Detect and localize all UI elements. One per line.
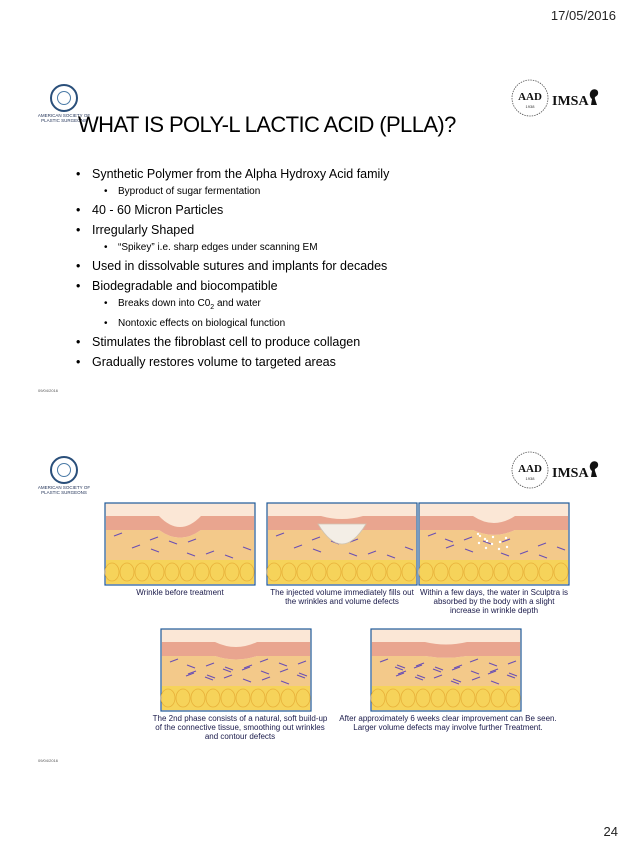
plla-particle	[492, 536, 494, 538]
asps-logo-text: AMERICAN SOCIETY OF PLASTIC SURGEONS	[37, 113, 91, 123]
panel-second-phase	[152, 628, 328, 741]
asps-logo	[36, 456, 92, 495]
slide-footer-date: 09/04/2016	[38, 388, 59, 393]
asps-ring-icon	[50, 84, 78, 112]
sub-bullet-item: • “Spikey” i.e. sharp edges under scanning EM	[104, 241, 546, 254]
panel-caption: The 2nd phase consists of a natural, soft build-up of the connective tissue, smoothing out wrinkles and contour defects	[152, 714, 328, 741]
aad-logo	[510, 450, 550, 490]
bullet-list	[76, 166, 546, 374]
panel-caption: After approximately 6 weeks clear improvement can Be seen. Larger volume defects may involve further Treatment.	[339, 714, 557, 732]
aad-seal-icon	[510, 78, 550, 118]
sub-bullet-item-co2	[104, 297, 546, 314]
bullet-item: • Stimulates the fibroblast cell to produce collagen	[76, 334, 546, 350]
skin-illustration	[370, 628, 522, 712]
slide-footer-date: 09/04/2016	[38, 758, 59, 763]
plla-particle	[491, 543, 493, 545]
co2-suffix: and water	[214, 298, 261, 309]
plla-particle	[478, 542, 480, 544]
panel-six-weeks	[339, 628, 557, 732]
skin-illustration	[266, 502, 418, 586]
aad-initials: AAD	[518, 91, 542, 103]
imsa-logo	[552, 92, 604, 110]
plla-particle	[486, 540, 488, 542]
aad-initials: AAD	[518, 463, 542, 475]
header-date: 17/05/2016	[550, 8, 616, 23]
dermis-layer	[372, 656, 520, 686]
bullet-item: • Gradually restores volume to targeted areas	[76, 354, 546, 370]
sub-bullet-item: • Nontoxic effects on biological function	[104, 317, 546, 330]
bullet-item: • Biodegradable and biocompatible	[76, 278, 546, 294]
plla-particle	[506, 546, 508, 548]
slide-title: WHAT IS POLY-L LACTIC ACID (PLLA)?	[78, 112, 456, 137]
panel-injection	[266, 502, 418, 606]
skin-illustration	[160, 628, 312, 712]
bullet-item: • Irregularly Shaped	[76, 222, 546, 238]
slide-sculptra-phases	[0, 440, 638, 770]
dermis-layer	[162, 656, 310, 686]
aad-year: 1938	[525, 476, 535, 481]
slide-plla	[0, 66, 638, 393]
aad-logo	[510, 78, 550, 118]
imsa-figure-icon	[586, 88, 602, 106]
plla-particle	[479, 535, 481, 537]
co2-subscript: 2	[210, 304, 215, 311]
page-number: 24	[603, 824, 618, 839]
bullet-item: • Used in dissolvable sutures and implants for decades	[76, 258, 546, 274]
asps-logo-text: AMERICAN SOCIETY OF PLASTIC SURGEONS	[37, 485, 91, 495]
imsa-figure-icon	[586, 460, 602, 478]
bullet-item: • 40 - 60 Micron Particles	[76, 202, 546, 218]
imsa-word: IMSA	[552, 94, 589, 109]
panel-before-treatment	[104, 502, 256, 597]
panel-water-absorbed	[418, 502, 570, 615]
sub-bullet-item: • Byproduct of sugar fermentation	[104, 185, 546, 198]
plla-particle	[499, 541, 501, 543]
panel-caption: Within a few days, the water in Sculptra is absorbed by the body with a slight increase in wrinkle depth	[419, 588, 569, 615]
skin-illustration	[104, 502, 256, 586]
plla-particle	[485, 547, 487, 549]
panel-caption: The injected volume immediately fills out the wrinkles and volume defects	[270, 588, 414, 606]
plla-particle	[498, 548, 500, 550]
plla-particle	[505, 537, 507, 539]
panel-caption: Wrinkle before treatment	[136, 588, 224, 597]
bullet-item: • Synthetic Polymer from the Alpha Hydroxy Acid family	[76, 166, 546, 182]
aad-seal-icon	[510, 450, 550, 490]
asps-ring-icon	[50, 456, 78, 484]
co2-text: Breaks down into C0	[118, 298, 211, 309]
plla-particle	[477, 533, 479, 535]
imsa-word: IMSA	[552, 466, 589, 481]
skin-illustration	[418, 502, 570, 586]
imsa-logo	[552, 464, 604, 482]
plla-particle	[484, 538, 486, 540]
aad-year: 1938	[525, 104, 535, 109]
